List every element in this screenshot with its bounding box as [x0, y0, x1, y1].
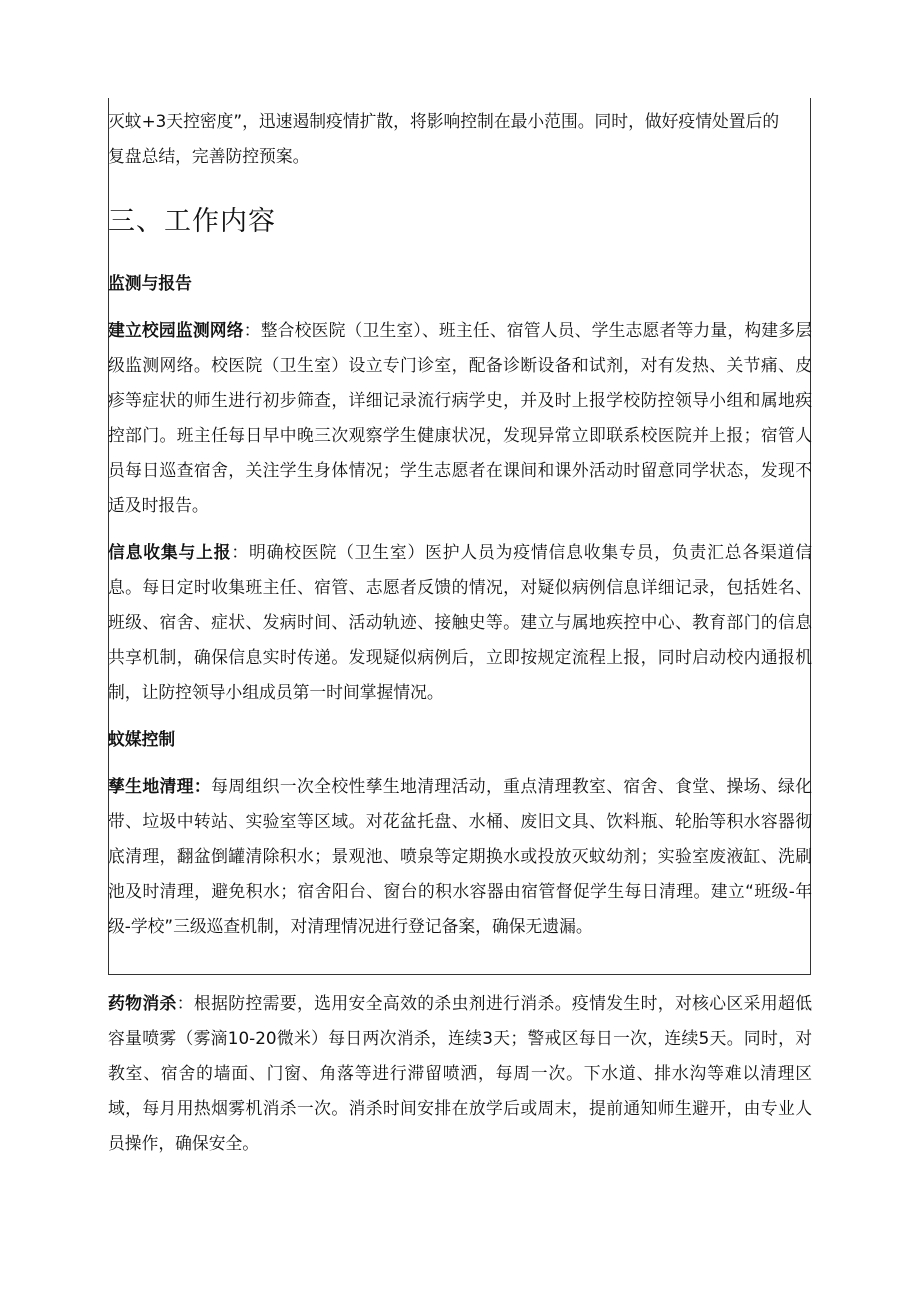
intro-paragraph	[108, 104, 812, 174]
intro-line-2: 复盘总结，完善防控预案。	[108, 146, 310, 166]
paragraph-info-reporting	[108, 535, 812, 710]
paragraph-label: 信息收集与上报	[108, 542, 232, 562]
subheading-monitoring: 监测与报告	[108, 273, 192, 293]
section-title: 三、工作内容	[108, 206, 276, 237]
paragraph-label: 药物消杀	[108, 993, 177, 1013]
paragraph-text: ：整合校医院（卫生室）、班主任、宿管人员、学生志愿者等力量，构建多层级监测网络。校医院（卫生室）设立专门诊室，配备诊断设备和试剂，对有发热、关节痛、皮疹等症状的师生进行初步筛查，详细记录流行病学史，并及时上报学校防控领导小组和属地疾控部门。班主任每日早中晚三次观察学生健康状况，发现异常立即联系校医院并上报；宿管人员每日巡查宿舍，关注学生身体情况；学生志愿者在课间和课外活动时留意同学状态，发现不适及时报告。	[108, 320, 812, 515]
paragraph-text: ：根据防控需要，选用安全高效的杀虫剂进行消杀。疫情发生时，对核心区采用超低容量喷雾（雾滴10-20微米）每日两次消杀，连续3天；警戒区每日一次，连续5天。同时，对教室、宿舍的墙面、门窗、角落等进行滞留喷洒，每周一次。下水道、排水沟等难以清理区域，每月用热烟雾机消杀一次。消杀时间安排在放学后或周末，提前通知师生避开，由专业人员操作，确保安全。	[108, 993, 812, 1153]
paragraph-label: 孳生地清理：	[108, 776, 212, 796]
paragraph-label: 建立校园监测网络	[108, 320, 244, 340]
paragraph-breeding-site	[108, 769, 812, 944]
subheading-vector-control: 蚊媒控制	[108, 729, 176, 749]
paragraph-monitoring-network	[108, 313, 812, 523]
outside-content	[108, 986, 812, 1161]
paragraph-insecticide	[108, 986, 812, 1161]
bordered-content	[108, 104, 812, 944]
paragraph-text: ：明确校医院（卫生室）医护人员为疫情信息收集专员，负责汇总各渠道信息。每日定时收集班主任、宿管、志愿者反馈的情况，对疑似病例信息详细记录，包括姓名、班级、宿舍、症状、发病时间、活动轨迹、接触史等。建立与属地疾控中心、教育部门的信息共享机制，确保信息实时传递。发现疑似病例后，立即按规定流程上报，同时启动校内通报机制，让防控领导小组成员第一时间掌握情况。	[108, 542, 812, 702]
paragraph-text: 每周组织一次全校性孳生地清理活动，重点清理教室、宿舍、食堂、操场、绿化带、垃圾中转站、实验室等区域。对花盆托盘、水桶、废旧文具、饮料瓶、轮胎等积水容器彻底清理，翻盆倒罐清除积水；景观池、喷泉等定期换水或投放灭蚊幼剂；实验室废液缸、洗刷池及时清理，避免积水；宿舍阳台、窗台的积水容器由宿管督促学生每日清理。建立“班级-年级-学校”三级巡查机制，对清理情况进行登记备案，确保无遗漏。	[108, 776, 812, 936]
intro-line-1: 灭蚊+3天控密度”，迅速遏制疫情扩散，将影响控制在最小范围。同时，做好疫情处置后的	[108, 111, 780, 131]
